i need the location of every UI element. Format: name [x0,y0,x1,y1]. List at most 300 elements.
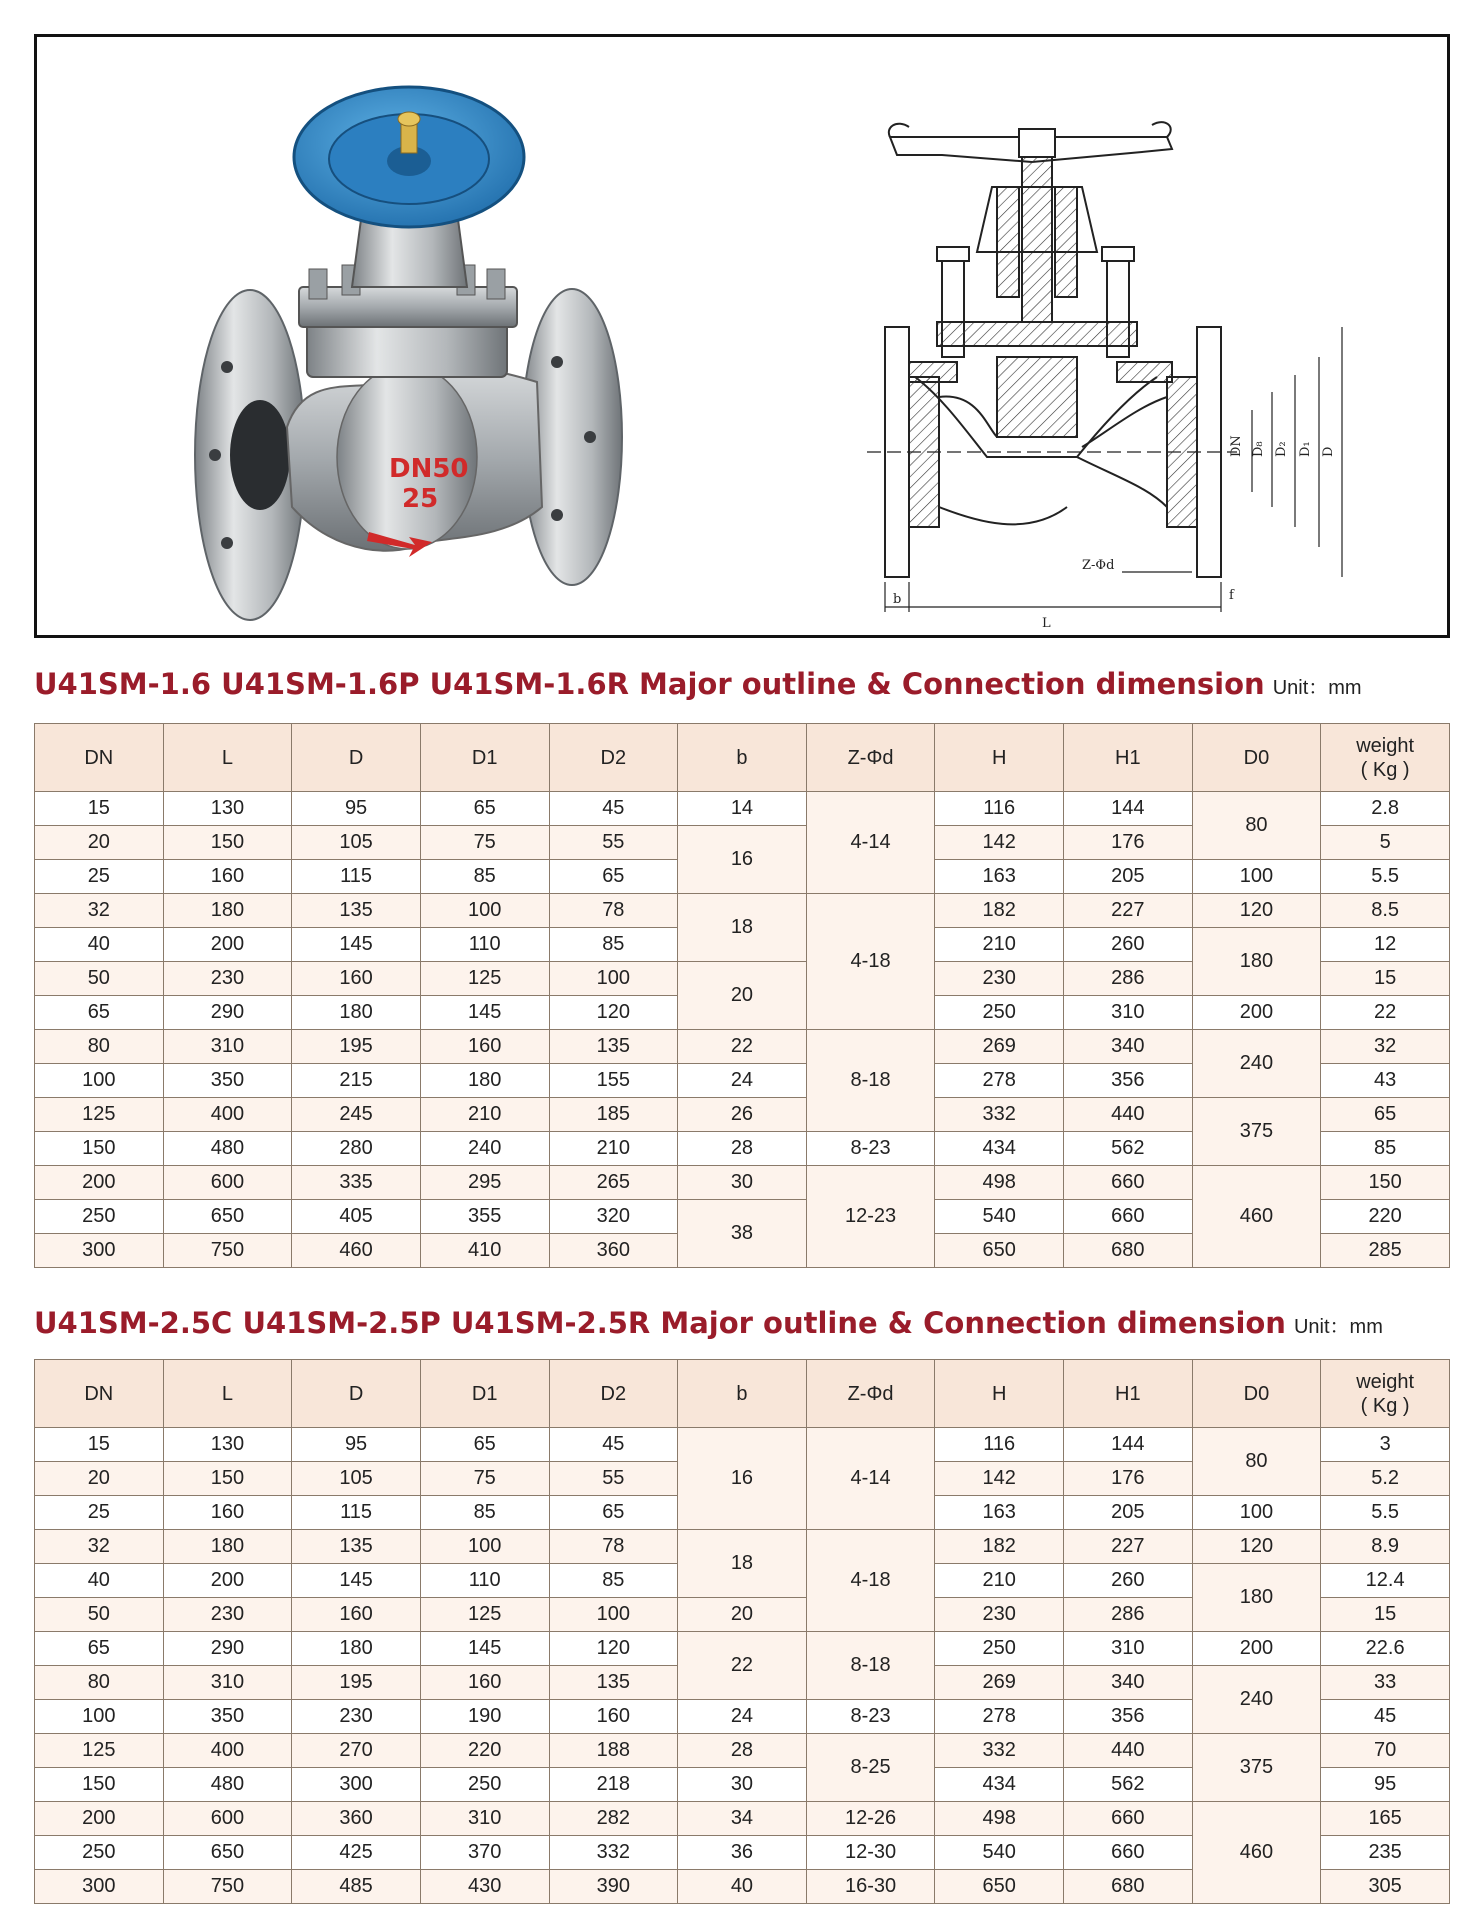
column-header-h1: H1 [1064,1360,1193,1428]
column-header-d: D [292,1360,421,1428]
dimension-table-2 [34,1359,1450,1904]
cell-h1: 356 [1064,1064,1193,1098]
table-row [35,1030,1450,1064]
column-header-d2: D2 [549,724,678,792]
cell-b: 38 [678,1200,807,1268]
cell-d: 335 [292,1166,421,1200]
cell-h: 210 [935,1564,1064,1598]
cell-l: 650 [163,1836,292,1870]
cell-dn: 250 [35,1200,164,1234]
cell-d1: 355 [420,1200,549,1234]
cell-d1: 75 [420,826,549,860]
cell-l: 200 [163,928,292,962]
table-row [35,894,1450,928]
cell-h1: 680 [1064,1234,1193,1268]
cell-dn: 20 [35,1462,164,1496]
cell-d: 460 [292,1234,421,1268]
cell-b: 28 [678,1132,807,1166]
cell-d1: 85 [420,860,549,894]
cell-b: 22 [678,1632,807,1700]
cell-z-phi-d: 4-14 [806,792,935,894]
cell-h: 163 [935,1496,1064,1530]
cell-weight: 32 [1321,1030,1450,1064]
cell-d2: 218 [549,1768,678,1802]
cell-dn: 150 [35,1768,164,1802]
cell-d: 95 [292,1428,421,1462]
cell-l: 230 [163,1598,292,1632]
cell-h: 142 [935,1462,1064,1496]
cell-weight: 220 [1321,1200,1450,1234]
dim-label-d: D [1321,446,1336,457]
cell-weight: 22 [1321,996,1450,1030]
cell-l: 310 [163,1666,292,1700]
cell-d1: 65 [420,792,549,826]
column-header-dn: DN [35,724,164,792]
cell-h: 142 [935,826,1064,860]
cell-h1: 680 [1064,1870,1193,1904]
cell-d: 270 [292,1734,421,1768]
cell-weight: 8.9 [1321,1530,1450,1564]
column-header-z-phi-d: Z-Φd [806,1360,935,1428]
column-header-d1: D1 [420,1360,549,1428]
dim-label-f: f [1229,588,1234,603]
cell-b: 16 [678,1428,807,1530]
cell-l: 650 [163,1200,292,1234]
column-header-d0: D0 [1192,1360,1321,1428]
cell-b: 20 [678,962,807,1030]
cell-h1: 310 [1064,1632,1193,1666]
cell-d1: 310 [420,1802,549,1836]
cell-d0: 240 [1192,1666,1321,1734]
cell-h: 540 [935,1200,1064,1234]
cell-h1: 144 [1064,1428,1193,1462]
column-header-h1: H1 [1064,724,1193,792]
cell-d: 95 [292,792,421,826]
cell-weight: 5.5 [1321,1496,1450,1530]
table-row [35,1734,1450,1768]
drawing-dimension-labels [893,435,1336,631]
cell-d: 485 [292,1870,421,1904]
cell-b: 36 [678,1836,807,1870]
cell-l: 750 [163,1234,292,1268]
cell-d0: 120 [1192,1530,1321,1564]
cell-h: 332 [935,1734,1064,1768]
cell-z-phi-d: 8-25 [806,1734,935,1802]
cell-dn: 25 [35,860,164,894]
cell-d1: 250 [420,1768,549,1802]
cell-h1: 260 [1064,928,1193,962]
cell-d2: 265 [549,1166,678,1200]
cell-z-phi-d: 12-30 [806,1836,935,1870]
cell-z-phi-d: 16-30 [806,1870,935,1904]
cell-d: 135 [292,894,421,928]
cell-d2: 360 [549,1234,678,1268]
cell-d2: 120 [549,1632,678,1666]
cell-b: 24 [678,1700,807,1734]
column-header-dn: DN [35,1360,164,1428]
cell-dn: 32 [35,894,164,928]
cell-d2: 78 [549,1530,678,1564]
cell-d0: 200 [1192,1632,1321,1666]
table-row [35,1632,1450,1666]
cell-d0: 120 [1192,894,1321,928]
cell-h1: 227 [1064,894,1193,928]
cell-d: 105 [292,1462,421,1496]
cell-d: 215 [292,1064,421,1098]
cell-l: 480 [163,1768,292,1802]
cell-dn: 15 [35,1428,164,1462]
cell-z-phi-d: 12-23 [806,1166,935,1268]
cell-weight: 285 [1321,1234,1450,1268]
cell-d0: 80 [1192,1428,1321,1496]
cell-b: 24 [678,1064,807,1098]
cell-d1: 125 [420,1598,549,1632]
cell-dn: 40 [35,928,164,962]
cell-h: 650 [935,1234,1064,1268]
cell-d2: 85 [549,1564,678,1598]
cell-b: 18 [678,894,807,962]
cell-d: 145 [292,1564,421,1598]
cell-h: 116 [935,792,1064,826]
cell-h1: 356 [1064,1700,1193,1734]
cell-h1: 286 [1064,1598,1193,1632]
cell-d1: 65 [420,1428,549,1462]
cell-dn: 50 [35,962,164,996]
cell-h1: 144 [1064,792,1193,826]
table-row [35,792,1450,826]
cell-h: 269 [935,1030,1064,1064]
cell-weight: 22.6 [1321,1632,1450,1666]
cell-h: 230 [935,1598,1064,1632]
cell-dn: 80 [35,1666,164,1700]
cell-l: 180 [163,894,292,928]
cell-weight: 15 [1321,962,1450,996]
cell-b: 20 [678,1598,807,1632]
cell-weight: 165 [1321,1802,1450,1836]
cell-d2: 120 [549,996,678,1030]
cell-h: 278 [935,1700,1064,1734]
cell-d: 115 [292,1496,421,1530]
cell-h1: 562 [1064,1132,1193,1166]
cell-d1: 145 [420,996,549,1030]
cell-b: 28 [678,1734,807,1768]
cell-weight: 150 [1321,1166,1450,1200]
cell-b: 30 [678,1768,807,1802]
cell-b: 30 [678,1166,807,1200]
cell-d1: 240 [420,1132,549,1166]
cell-d0: 240 [1192,1030,1321,1098]
cell-h1: 310 [1064,996,1193,1030]
cell-h1: 440 [1064,1098,1193,1132]
cell-d1: 110 [420,1564,549,1598]
cell-l: 310 [163,1030,292,1064]
cell-h: 434 [935,1132,1064,1166]
valve-technical-drawing [867,122,1342,612]
cell-d2: 55 [549,826,678,860]
cell-dn: 50 [35,1598,164,1632]
cell-l: 480 [163,1132,292,1166]
cell-weight: 45 [1321,1700,1450,1734]
dim-label-b: b [893,592,902,607]
dim-label-d8: D₈ [1251,441,1266,457]
cell-b: 16 [678,826,807,894]
cell-d2: 45 [549,1428,678,1462]
column-header-h: H [935,724,1064,792]
cell-h1: 660 [1064,1200,1193,1234]
cell-l: 150 [163,1462,292,1496]
cell-d1: 160 [420,1666,549,1700]
cell-d: 195 [292,1030,421,1064]
cell-dn: 200 [35,1166,164,1200]
cell-d2: 100 [549,1598,678,1632]
table-row [35,1802,1450,1836]
cell-b: 18 [678,1530,807,1598]
cell-d2: 55 [549,1462,678,1496]
column-header-weight: weight ( Kg ) [1321,1360,1450,1428]
cell-h: 278 [935,1064,1064,1098]
cell-d0: 100 [1192,860,1321,894]
cell-d2: 188 [549,1734,678,1768]
cell-h: 250 [935,996,1064,1030]
cell-weight: 33 [1321,1666,1450,1700]
cell-l: 200 [163,1564,292,1598]
column-header-d2: D2 [549,1360,678,1428]
cell-dn: 200 [35,1802,164,1836]
cell-z-phi-d: 12-26 [806,1802,935,1836]
cell-l: 400 [163,1098,292,1132]
cell-d2: 135 [549,1666,678,1700]
cell-dn: 25 [35,1496,164,1530]
cell-b: 40 [678,1870,807,1904]
column-header-b: b [678,1360,807,1428]
cell-d1: 75 [420,1462,549,1496]
cell-d: 425 [292,1836,421,1870]
cell-d1: 160 [420,1030,549,1064]
cell-h: 498 [935,1166,1064,1200]
cell-d1: 145 [420,1632,549,1666]
cell-h: 650 [935,1870,1064,1904]
table1-title [34,667,1362,701]
cell-h1: 660 [1064,1802,1193,1836]
cell-weight: 85 [1321,1132,1450,1166]
cell-z-phi-d: 8-23 [806,1700,935,1734]
table-header-row [35,724,1450,792]
cell-d2: 85 [549,928,678,962]
dim-label-dn: DN [1229,435,1244,457]
cell-weight: 305 [1321,1870,1450,1904]
cell-d2: 390 [549,1870,678,1904]
cell-h1: 660 [1064,1166,1193,1200]
cell-d0: 375 [1192,1734,1321,1802]
cell-d0: 100 [1192,1496,1321,1530]
cell-d: 135 [292,1530,421,1564]
cell-weight: 235 [1321,1836,1450,1870]
cell-l: 130 [163,1428,292,1462]
cell-d: 300 [292,1768,421,1802]
cell-d: 245 [292,1098,421,1132]
cell-d2: 45 [549,792,678,826]
cell-d1: 100 [420,1530,549,1564]
cell-l: 230 [163,962,292,996]
cell-d0: 375 [1192,1098,1321,1166]
cell-h: 163 [935,860,1064,894]
cell-dn: 20 [35,826,164,860]
cell-d1: 100 [420,894,549,928]
cell-h1: 562 [1064,1768,1193,1802]
column-header-weight: weight ( Kg ) [1321,724,1450,792]
cell-z-phi-d: 8-23 [806,1132,935,1166]
cell-h: 116 [935,1428,1064,1462]
cell-l: 160 [163,1496,292,1530]
cell-weight: 2.8 [1321,792,1450,826]
table-row [35,1428,1450,1462]
dim-label-l: L [1042,616,1051,631]
cell-d2: 185 [549,1098,678,1132]
cell-dn: 125 [35,1098,164,1132]
dim-label-d2: D₂ [1274,441,1289,457]
cell-dn: 100 [35,1064,164,1098]
cell-h: 250 [935,1632,1064,1666]
cell-d0: 180 [1192,1564,1321,1632]
cell-h1: 660 [1064,1836,1193,1870]
cell-h1: 286 [1064,962,1193,996]
column-header-d: D [292,724,421,792]
cell-dn: 125 [35,1734,164,1768]
cell-d2: 78 [549,894,678,928]
column-header-d0: D0 [1192,724,1321,792]
cell-d2: 332 [549,1836,678,1870]
cell-h: 230 [935,962,1064,996]
cell-h1: 260 [1064,1564,1193,1598]
cell-l: 130 [163,792,292,826]
cell-d: 280 [292,1132,421,1166]
cell-d0: 460 [1192,1166,1321,1268]
cell-b: 34 [678,1802,807,1836]
cell-d2: 65 [549,860,678,894]
cell-l: 290 [163,996,292,1030]
dim-label-z-phi-d: Z-Φd [1082,558,1115,573]
cell-dn: 15 [35,792,164,826]
cell-d2: 160 [549,1700,678,1734]
cell-b: 22 [678,1030,807,1064]
cell-h1: 205 [1064,860,1193,894]
table2-title [34,1306,1383,1340]
cell-d0: 200 [1192,996,1321,1030]
dimension-table-1 [34,723,1450,1268]
cell-d1: 180 [420,1064,549,1098]
cell-h: 182 [935,894,1064,928]
table-row [35,1166,1450,1200]
cell-l: 600 [163,1166,292,1200]
cell-dn: 250 [35,1836,164,1870]
cell-weight: 12.4 [1321,1564,1450,1598]
cell-z-phi-d: 4-18 [806,894,935,1030]
cell-d: 115 [292,860,421,894]
cell-dn: 65 [35,996,164,1030]
cell-h: 210 [935,928,1064,962]
column-header-z-phi-d: Z-Φd [806,724,935,792]
cell-d1: 410 [420,1234,549,1268]
cell-z-phi-d: 8-18 [806,1030,935,1132]
column-header-b: b [678,724,807,792]
cell-dn: 32 [35,1530,164,1564]
cell-l: 750 [163,1870,292,1904]
cell-z-phi-d: 4-14 [806,1428,935,1530]
cell-d1: 125 [420,962,549,996]
cell-d0: 460 [1192,1802,1321,1904]
cell-d2: 210 [549,1132,678,1166]
cell-z-phi-d: 4-18 [806,1530,935,1632]
cell-d1: 430 [420,1870,549,1904]
cell-weight: 43 [1321,1064,1450,1098]
valve-photo [195,87,622,620]
cell-d0: 80 [1192,792,1321,860]
cell-l: 290 [163,1632,292,1666]
cell-dn: 300 [35,1234,164,1268]
cell-h1: 176 [1064,1462,1193,1496]
cell-d: 360 [292,1802,421,1836]
cell-d2: 282 [549,1802,678,1836]
cell-weight: 5.5 [1321,860,1450,894]
cell-dn: 65 [35,1632,164,1666]
cell-d1: 190 [420,1700,549,1734]
cell-dn: 80 [35,1030,164,1064]
cell-d2: 65 [549,1496,678,1530]
cell-d2: 320 [549,1200,678,1234]
cell-weight: 15 [1321,1598,1450,1632]
cell-d1: 110 [420,928,549,962]
cell-weight: 95 [1321,1768,1450,1802]
table2-title-text: U41SM-2.5C U41SM-2.5P U41SM-2.5R Major outline & Connection dimension [34,1306,1286,1340]
cell-d: 195 [292,1666,421,1700]
cell-dn: 40 [35,1564,164,1598]
table-row [35,1530,1450,1564]
cell-dn: 100 [35,1700,164,1734]
table-header-row [35,1360,1450,1428]
dim-label-d1: D₁ [1298,441,1313,457]
cell-h1: 340 [1064,1030,1193,1064]
cell-l: 350 [163,1700,292,1734]
cell-h1: 205 [1064,1496,1193,1530]
cell-weight: 3 [1321,1428,1450,1462]
cell-h: 269 [935,1666,1064,1700]
cell-l: 350 [163,1064,292,1098]
column-header-l: L [163,724,292,792]
cell-d: 105 [292,826,421,860]
cell-h: 540 [935,1836,1064,1870]
cell-dn: 150 [35,1132,164,1166]
cell-weight: 70 [1321,1734,1450,1768]
cell-h: 434 [935,1768,1064,1802]
cell-h: 182 [935,1530,1064,1564]
cell-l: 160 [163,860,292,894]
column-header-d1: D1 [420,724,549,792]
table-row [35,1098,1450,1132]
cell-d: 160 [292,1598,421,1632]
column-header-h: H [935,1360,1064,1428]
cell-weight: 12 [1321,928,1450,962]
table1-title-text: U41SM-1.6 U41SM-1.6P U41SM-1.6R Major outline & Connection dimension [34,667,1265,701]
cell-weight: 5.2 [1321,1462,1450,1496]
cell-weight: 5 [1321,826,1450,860]
cell-h: 332 [935,1098,1064,1132]
cell-d: 230 [292,1700,421,1734]
cell-weight: 65 [1321,1098,1450,1132]
column-header-l: L [163,1360,292,1428]
cell-l: 600 [163,1802,292,1836]
cell-dn: 300 [35,1870,164,1904]
cell-d2: 155 [549,1064,678,1098]
